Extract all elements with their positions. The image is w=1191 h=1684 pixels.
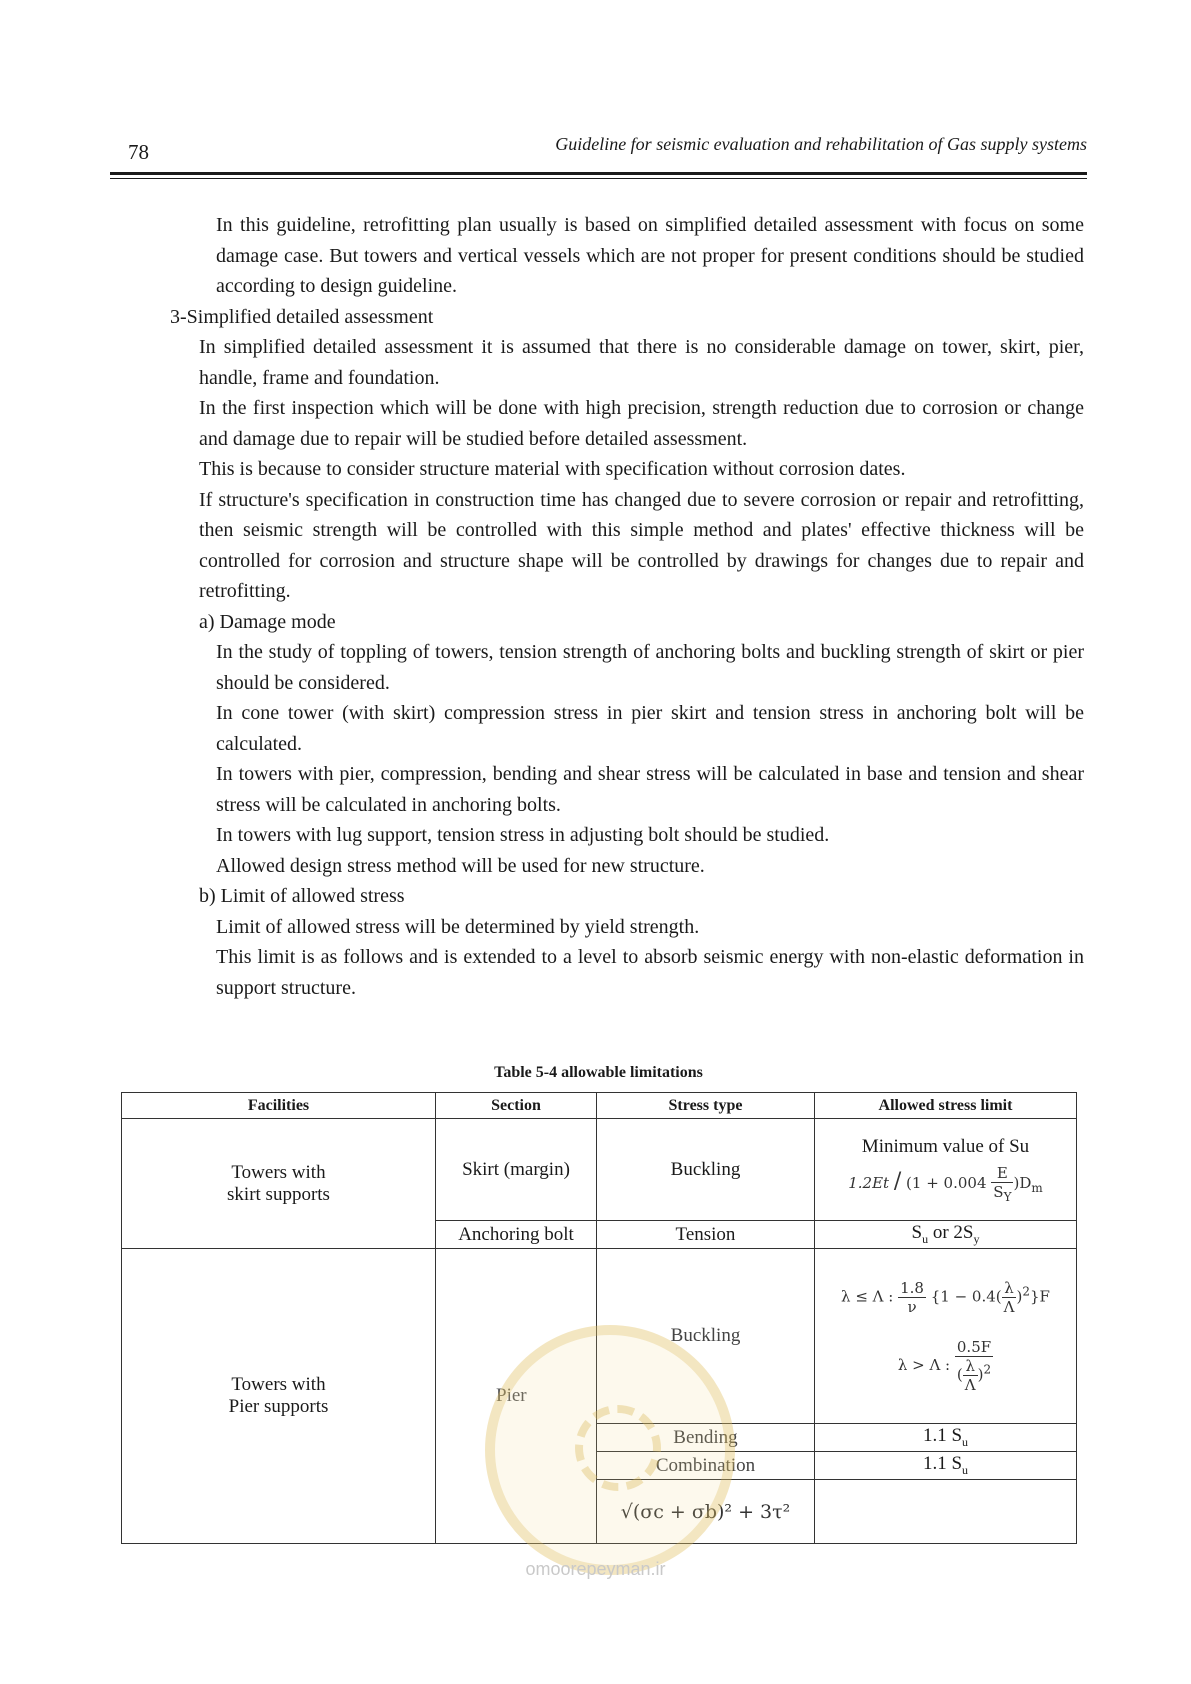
body-text [0,210,1191,1003]
limit-cell [815,1249,1077,1424]
paragraph: In towers with pier, compression, bending and shear stress will be calculated in base and tension and shear stress will be calculated in anchoring bolts. [216,763,1084,816]
formula-part: 2 [983,1362,992,1376]
limit-part: u [922,1231,929,1246]
section-cell: Skirt (margin) [436,1119,597,1221]
paragraph: This limit is as follows and is extended to a level to absorb seismic energy with non-elastic deformation in support structure. [216,946,1084,999]
formula-part: 2 [1022,1284,1030,1298]
limit-cell [815,1119,1077,1221]
formula-part: (1 + 0.004 [906,1173,987,1192]
limit-part: u [962,1462,969,1477]
skirt-buckling-formula: 1.2Et / (1 + 0.004 $\frac{E}{S_Y}$ )$D_m$ [848,1163,1043,1204]
formula-part: λ [1002,1279,1017,1298]
column-header: Allowed stress limit [815,1093,1077,1119]
site-watermark: omoorepeyman.ir [525,1559,666,1579]
formula-part: Λ [1003,1297,1015,1316]
paragraph: In towers with lug support, tension stress in adjusting bolt should be studied. [216,824,830,846]
section-heading: 3-Simplified detailed assessment [170,305,434,328]
paragraph: In simplified detailed assessment it is assumed that there is no considerable damage on tower, skirt, pier, handle, frame and foundation. [199,336,1084,389]
formula-part: E [991,1164,1013,1183]
paragraph: In the study of toppling of towers, tension strength of anchoring bolts and buckling strength of skirt or pier should be considered. [216,641,1084,694]
formula-part: λ ≤ Λ : [841,1287,894,1305]
combination-formula: √(σc + σb)² + 3τ² [597,1480,815,1544]
paragraph: Allowed design stress method will be used for new structure. [216,854,705,877]
paragraph: In this guideline, retrofitting plan usually is based on simplified detailed assessment with focus on some damage case. But towers and vertical vessels which are not proper for present conditions should be studied according to design guideline. [216,214,1084,297]
formula-part: 1.8 [900,1278,924,1297]
stress-type-cell: Buckling [597,1119,815,1221]
pier-buckling-formula-2: λ > Λ : 0.5F ( $\frac{\lambda}{\Lambda}$ )$^2$ [897,1337,992,1394]
limit-part: y [973,1231,980,1246]
stress-type-cell: Combination [597,1452,815,1480]
stress-type-cell: Bending [597,1424,815,1452]
formula-part: m [1031,1180,1043,1195]
limit-part: 1.1 S [922,1453,963,1475]
facility-label: Pier supports [228,1396,329,1417]
paragraph: If structure's specification in construction time has changed due to severe corrosion or repair and retrofitting, then seismic strength will be controlled with this simple method and plates' effective thickness will be controlled for corrosion and structure shape will be controlled by drawings for changes due to repair and retrofitting. [199,488,1084,602]
stress-type-cell: Buckling [597,1249,815,1424]
formula-part: S [993,1182,1004,1201]
watermark-gear-icon [575,1405,661,1491]
header-rule-thin [110,178,1087,179]
limit-cell [815,1424,1077,1452]
paragraph: In cone tower (with skirt) compression stress in pier skirt and tension stress in anchoring bolt will be calculated. [216,702,1084,755]
pier-buckling-formula-1: λ ≤ Λ : $\frac{1.8}{\nu}$ {1 − 0.4( $\frac{\lambda}{\Lambda}$ )$^2$}F [841,1278,1050,1316]
limit-cell [815,1452,1077,1480]
table-caption: Table 5-4 allowable limitations [494,1064,703,1081]
formula-part: Λ [964,1375,976,1394]
limit-part: or 2S [928,1222,974,1244]
section-label: Pier [496,1385,527,1406]
column-header: Facilities [122,1093,436,1119]
limit-part: u [962,1434,969,1449]
formula-part: )D [1013,1173,1032,1192]
facility-label: Towers with [231,1161,326,1183]
formula-part: λ [963,1357,978,1376]
subheading: b) Limit of allowed stress [199,885,405,907]
limit-cell [815,1221,1077,1249]
facility-label: skirt supports [227,1183,330,1205]
formula-part: Y [1003,1189,1012,1204]
formula-part: {1 − 0.4 [930,1287,996,1305]
page-number: 78 [128,140,149,164]
formula-part: 0.5F [956,1337,992,1356]
header-rule-thick [110,172,1087,175]
paragraph: Limit of allowed stress will be determined by yield strength. [216,915,700,938]
table-header-row [122,1093,1077,1119]
running-head: Guideline for seismic evaluation and rehabilitation of Gas supply systems [555,134,1087,154]
paragraph: This is because to consider structure material with specification without corrosion dates. [199,458,906,480]
column-header: Section [436,1093,597,1119]
formula-part: }F [1029,1287,1050,1305]
section-cell: Anchoring bolt [436,1221,597,1249]
subheading: a) Damage mode [199,610,336,633]
facility-label: Towers with [231,1374,326,1395]
formula-part: ν [907,1297,917,1316]
limit-text: Minimum value of Su [861,1135,1030,1157]
facility-cell [122,1249,436,1544]
column-header: Stress type [597,1093,815,1119]
stress-type-cell: Tension [597,1221,815,1249]
limit-part: 1.1 S [922,1425,963,1447]
limit-part: S [911,1222,923,1244]
paragraph: In the first inspection which will be done with high precision, strength reduction due to corrosion or change and damage due to repair will be studied before detailed assessment. [199,397,1084,450]
formula-part: λ > Λ : [897,1355,951,1374]
limit-cell-empty [815,1480,1077,1544]
formula-part: 1.2Et [848,1173,890,1192]
facility-cell [122,1119,436,1249]
table-row [122,1119,1077,1221]
